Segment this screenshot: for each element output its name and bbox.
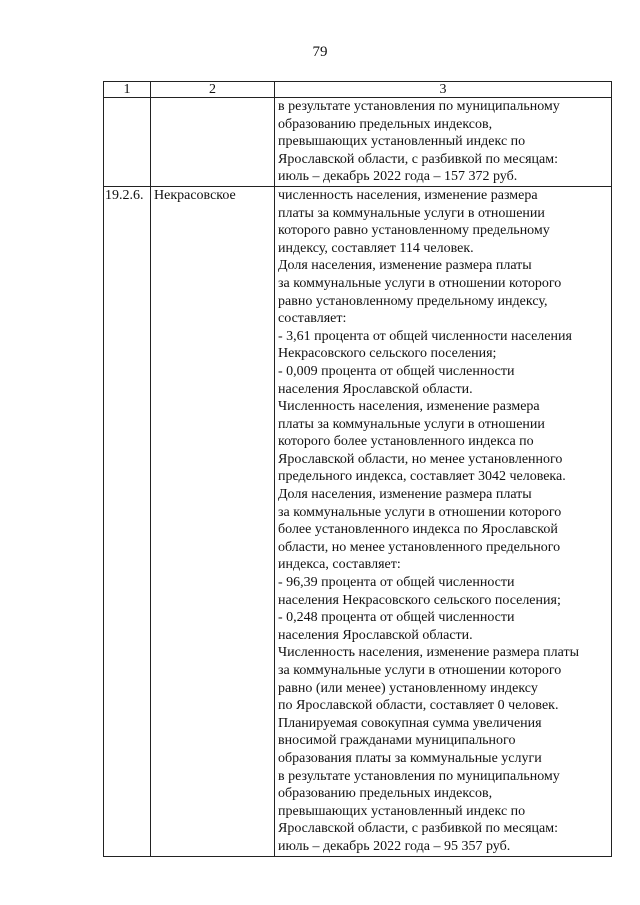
- document-table: [103, 81, 612, 857]
- continuation-text-cell: [275, 98, 612, 187]
- text-line: за коммунальные услуги в отношении которого: [278, 663, 562, 678]
- text-line: Численность населения, изменение размера платы: [278, 645, 579, 661]
- text-line: населения Ярославской области.: [278, 381, 473, 397]
- text-line: населения Некрасовского сельского поселения;: [278, 592, 561, 608]
- text-line: - 96,39 процента от общей численности: [278, 575, 515, 591]
- text-line: Некрасовского сельского поселения;: [278, 346, 497, 362]
- text-line: платы за коммунальные услуги в отношении: [278, 205, 545, 221]
- text-line: превышающих установленный индекс по: [278, 803, 526, 819]
- column-header-1: 1: [104, 82, 151, 98]
- row-number: 19.2.6.: [104, 186, 151, 856]
- text-line: области, но менее установленного предельного: [278, 539, 561, 555]
- text-line: июль – декабрь 2022 года – 95 357 руб.: [278, 838, 511, 854]
- text-line: составляет:: [278, 311, 347, 327]
- page-number: 79: [312, 44, 328, 60]
- text-line: июль – декабрь 2022 года – 157 372 руб.: [278, 169, 518, 185]
- text-line: Планируемая совокупная сумма увеличения: [278, 715, 542, 731]
- text-line: в результате установления по муниципальному: [278, 768, 560, 784]
- text-line: превышающих установленный индекс по: [278, 134, 526, 150]
- text-line: за коммунальные услуги в отношении которого: [278, 504, 562, 520]
- continuation-name-cell: [151, 98, 275, 187]
- text-line: - 0,009 процента от общей численности: [278, 363, 515, 379]
- table-row-continuation: [104, 98, 612, 187]
- text-line: - 0,248 процента от общей численности: [278, 610, 515, 626]
- text-line: за коммунальные услуги в отношении которого: [278, 275, 562, 291]
- text-line: Численность населения, изменение размера: [278, 399, 540, 415]
- text-line: в результате установления по муниципальному: [278, 99, 560, 114]
- continuation-number-cell: [104, 98, 151, 187]
- text-line: - 3,61 процента от общей численности населения: [278, 328, 572, 344]
- text-line: Ярославской области, с разбивкой по месяцам:: [278, 821, 559, 837]
- text-line: индексу, составляет 114 человек.: [278, 240, 474, 256]
- row-text-cell: [275, 186, 612, 856]
- text-line: более установленного индекса по Ярославской: [278, 522, 558, 538]
- text-line: Доля населения, изменение размера платы: [278, 258, 532, 274]
- text-line: предельного индекса, составляет 3042 человека.: [278, 469, 566, 485]
- text-line: Ярославской области, с разбивкой по месяцам:: [278, 151, 559, 167]
- text-line: населения Ярославской области.: [278, 627, 473, 643]
- text-line: образования платы за коммунальные услуги: [278, 750, 542, 766]
- table-header-row: [104, 82, 612, 98]
- row-municipality-name: Некрасовское: [151, 186, 275, 856]
- text-line: индекса, составляет:: [278, 557, 401, 573]
- text-line: которого равно установленному предельному: [278, 223, 550, 239]
- column-header-2: 2: [151, 82, 275, 98]
- column-header-3: 3: [275, 82, 612, 98]
- text-line: Ярославской области, но менее установленного: [278, 451, 563, 467]
- text-line: Доля населения, изменение размера платы: [278, 487, 532, 503]
- text-line: равно (или менее) установленному индексу: [278, 680, 538, 696]
- text-line: вносимой гражданами муниципального: [278, 733, 516, 749]
- text-line: равно установленному предельному индексу,: [278, 293, 548, 309]
- text-line: по Ярославской области, составляет 0 человек.: [278, 698, 559, 714]
- text-line: численность населения, изменение размера: [278, 187, 538, 203]
- table-row: [104, 186, 612, 856]
- text-line: образованию предельных индексов,: [278, 786, 493, 802]
- text-line: которого более установленного индекса по: [278, 434, 534, 450]
- text-line: образованию предельных индексов,: [278, 116, 493, 132]
- text-line: платы за коммунальные услуги в отношении: [278, 416, 545, 432]
